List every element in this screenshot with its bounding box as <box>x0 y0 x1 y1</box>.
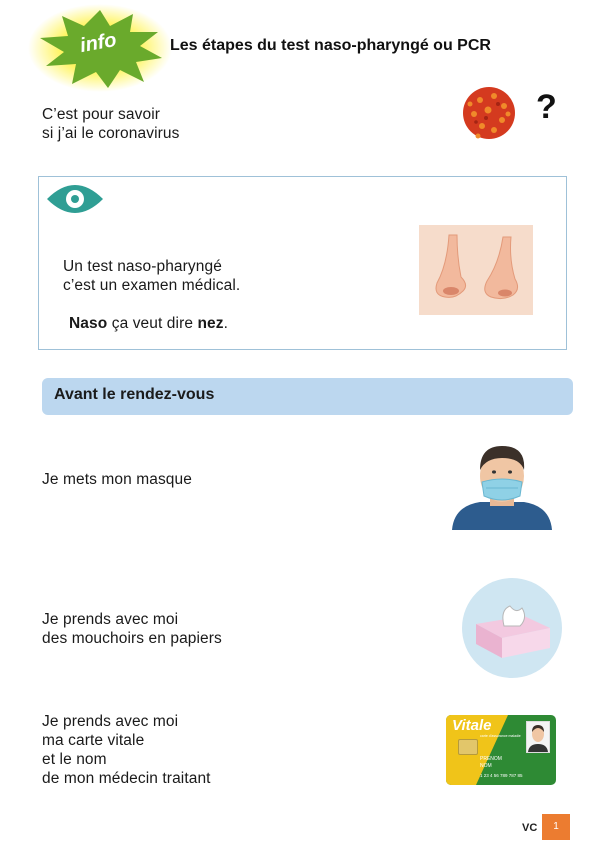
step-3-line-2: ma carte vitale <box>42 732 145 749</box>
step-3-line-4: de mon médecin traitant <box>42 770 211 787</box>
info-label: info <box>78 28 119 58</box>
card-prenom: PRENOM <box>480 756 502 762</box>
step-vitale-text <box>42 712 211 788</box>
step-3-line-3: et le nom <box>42 751 107 768</box>
step-mask-text <box>42 470 192 489</box>
page-number: 1 <box>542 814 570 840</box>
tissue-box-image <box>460 576 564 685</box>
card-number: 1 23 4 56 789 787 85 <box>480 773 523 778</box>
naso-end: . <box>223 315 229 332</box>
info-line-1: Un test naso-pharyngé <box>63 258 222 275</box>
vitale-card-image <box>446 715 556 785</box>
nez-word: nez <box>197 315 224 332</box>
intro-line-2: si j’ai le coronavirus <box>42 125 180 142</box>
step-2-line-1: Je prends avec moi <box>42 611 179 628</box>
question-mark: ? <box>536 88 557 126</box>
step-1-line-1: Je mets mon masque <box>42 471 192 488</box>
card-photo <box>526 721 550 753</box>
info-box <box>38 176 567 350</box>
section-header <box>42 378 573 415</box>
intro-line-1: C’est pour savoir <box>42 106 160 123</box>
section-title: Avant le rendez-vous <box>54 386 215 403</box>
info-badge <box>28 2 178 92</box>
eye-icon <box>45 179 105 219</box>
noses-image <box>419 225 533 315</box>
footer-initials: VC <box>522 822 538 834</box>
page-title: Les étapes du test naso-pharyngé ou PCR <box>170 37 491 54</box>
vitale-brand: Vitale <box>452 717 492 734</box>
virus-icon <box>460 84 518 147</box>
step-2-line-2: des mouchoirs en papiers <box>42 630 222 647</box>
naso-word: Naso <box>69 315 108 332</box>
vitale-subtitle: carte d'assurance maladie <box>480 734 521 738</box>
chip-icon <box>458 739 478 755</box>
card-nom: NOM <box>480 763 492 769</box>
masked-man-image <box>450 440 554 535</box>
naso-definition <box>69 314 228 333</box>
info-line-2: c’est un examen médical. <box>63 277 241 294</box>
intro-text <box>42 105 179 143</box>
step-3-line-1: Je prends avec moi <box>42 713 179 730</box>
naso-mid: ça veut dire <box>107 315 198 332</box>
info-text <box>63 257 240 295</box>
step-tissues-text <box>42 610 222 648</box>
